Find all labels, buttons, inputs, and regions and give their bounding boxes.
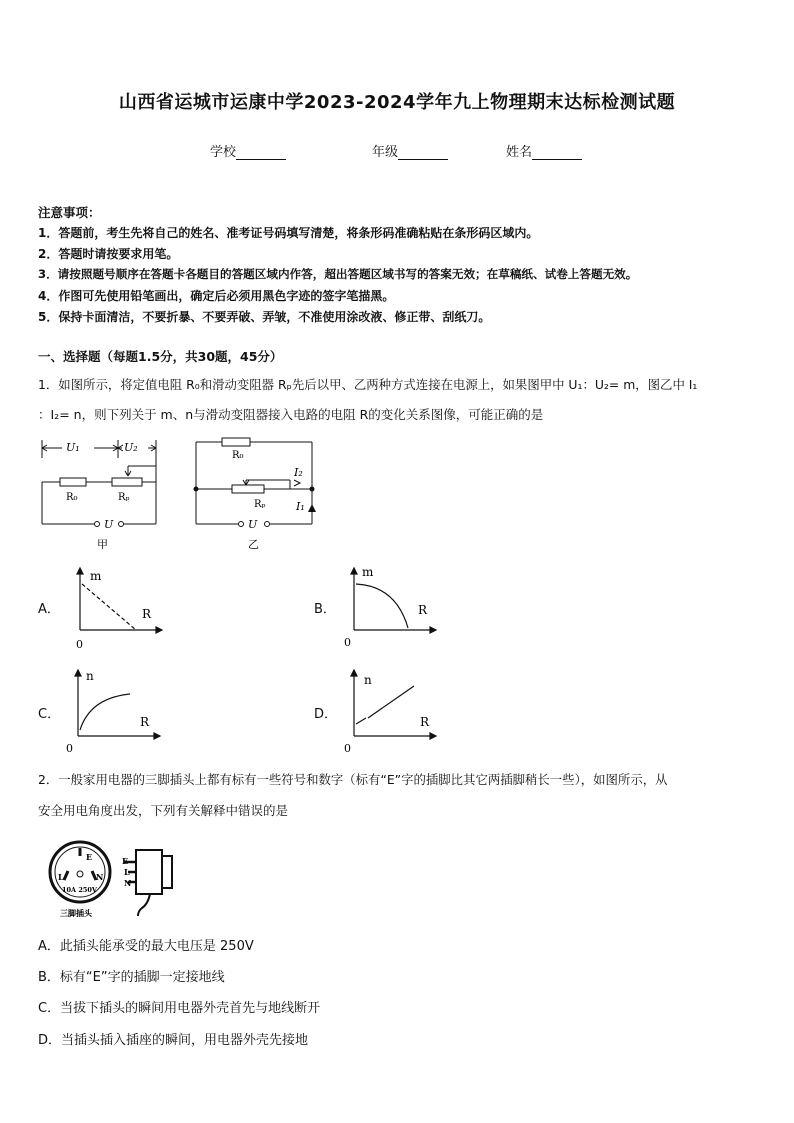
grade-label: 年级 [372,145,399,160]
circuit-jia-diagram [36,436,166,554]
graph-d-origin: 0 [344,742,351,755]
graph-d-ylabel: n [364,673,372,687]
q2-option-d[interactable]: D．当插头插入插座的瞬间，用电器外壳先接地 [38,1033,309,1048]
graph-b-origin: 0 [344,636,351,649]
question-2-line1: 2．一般家用电器的三脚插头上都有标有一些符号和数字（标有“E”字的插脚比其它两插脚稍长一些），如图所示，从 [38,772,668,787]
plug-l-label: L [58,872,64,882]
note-item: 4．作图可先使用铅笔画出，确定后必须用黑色字迹的签字笔描黑。 [38,289,395,303]
school-blank [236,146,286,160]
option-a-graph [62,564,172,654]
option-c-letter[interactable]: C． [38,707,61,722]
plug-e-label: E [86,852,93,862]
option-c-graph [60,664,170,756]
name-blank [532,146,582,160]
graph-b-xlabel: R [418,603,428,617]
side-l-label: L [124,867,130,877]
plug-n-label: N [96,872,104,882]
r0-label: R₀ [66,492,78,503]
name-label: 姓名 [506,145,533,160]
grade-field [372,141,448,160]
graph-c-ylabel: n [86,669,94,683]
question-1-line1: 1．如图所示，将定值电阻 R₀和滑动变阻器 Rₚ先后以甲、乙两种方式连接在电源上，如果图甲中 U₁：U₂= m，图乙中 I₁ [38,377,698,392]
rp-label: Rₚ [118,492,130,503]
note-item: 5．保持卡面清洁，不要折暴、不要弄破、弄皱，不准使用涂改液、修正带、刮纸刀。 [38,310,491,324]
question-1-line2: ：I₂= n，则下列关于 m、n与滑动变阻器接入电路的电阻 R的变化关系图像，可能正确的是 [38,407,544,422]
side-e-label: E [122,856,129,866]
i1-label: I₁ [296,500,305,513]
q2-option-a[interactable]: A．此插头能承受的最大电压是 250V [38,939,254,954]
graph-a-xlabel: R [142,607,152,621]
graph-c-origin: 0 [66,742,73,755]
option-d-letter[interactable]: D． [314,707,338,722]
grade-blank [398,146,448,160]
note-item: 1．答题前，考生先将自己的姓名、准考证号码填写清楚，将条形码准确粘贴在条形码区域内。 [38,226,539,240]
school-label: 学校 [210,145,237,160]
u2-label: U₂ [124,441,138,454]
name-field [506,141,582,160]
page-title: 山西省运城市运康中学2023-2024学年九上物理期末达标检测试题 [118,92,676,113]
q2-option-c[interactable]: C．当拔下插头的瞬间用电器外壳首先与地线断开 [38,1001,321,1016]
option-a-letter[interactable]: A． [38,602,60,617]
graph-c-xlabel: R [140,715,150,729]
school-field [210,141,286,160]
yi-rp-label: Rₚ [254,499,266,510]
option-b-graph [336,564,446,654]
graph-d-xlabel: R [420,715,430,729]
note-item: 2．答题时请按要求用笔。 [38,247,179,261]
option-b-letter[interactable]: B． [314,602,336,617]
notes-heading: 注意事项： [38,205,101,220]
yi-u-label: U [248,518,258,531]
plug-rating: 10A 250V [62,886,97,894]
graph-b-ylabel: m [362,565,374,579]
q2-option-b[interactable]: B．标有“E”字的插脚一定接地线 [38,970,225,985]
section-heading: 一、选择题（每题1.5分，共30题，45分） [38,349,283,364]
u1-label: U₁ [66,441,80,454]
question-2-line2: 安全用电角度出发，下列有关解释中错误的是 [38,803,289,818]
circuit-yi-diagram [190,436,330,554]
graph-a-origin: 0 [76,638,83,651]
side-n-label: N [124,878,132,888]
plug-caption: 三脚插头 [60,908,92,918]
three-pin-plug-figure [40,836,190,920]
option-d-graph [336,664,446,756]
yi-caption: 乙 [248,538,259,551]
i2-label: I₂ [294,466,303,479]
note-item: 3．请按照题号顺序在答题卡各题目的答题区域内作答，超出答题区域书写的答案无效；在草稿纸、试卷上答题无效。 [38,267,638,281]
yi-r0-label: R₀ [232,450,244,461]
jia-caption: 甲 [97,538,108,551]
graph-a-ylabel: m [90,569,102,583]
u-label: U [104,518,114,531]
